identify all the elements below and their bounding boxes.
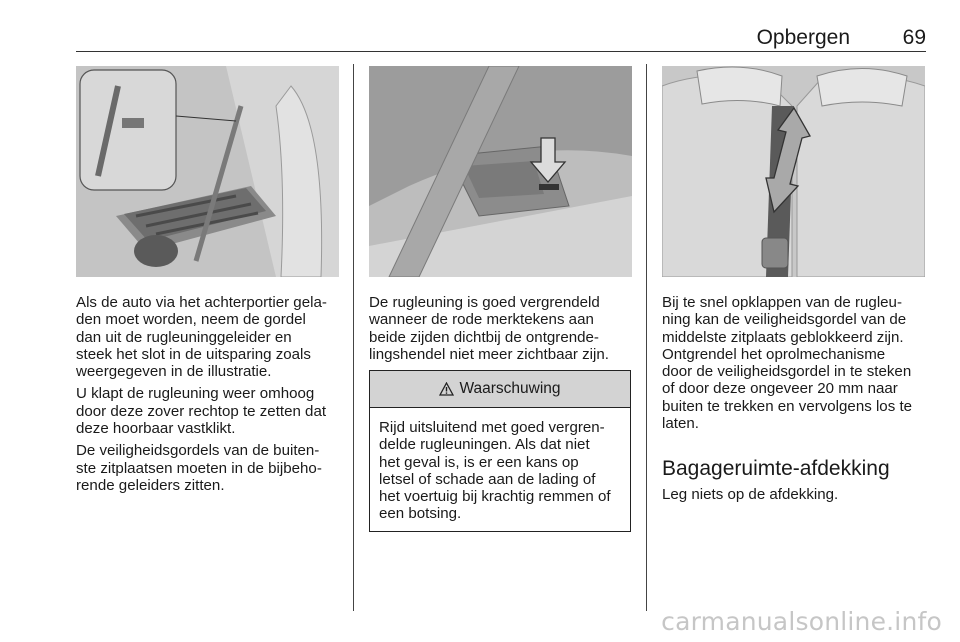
seat-folded-illustration <box>76 66 339 277</box>
paragraph-backrest-locked: De rugleuning is goed vergrendeld wanneer de rode merktekens aan beide zijden dichtbij de ontgrende- lingshendel niet meer zichtbaar zijn. <box>369 294 609 363</box>
paragraph-fold-backrest-up: U klapt de rugleuning weer omhoog door deze zover rechtop te zetten dat deze hoorbaar vastklikt. <box>76 385 327 438</box>
page-header <box>76 22 926 52</box>
paragraph-seatbelt-blocked: Bij te snel opklappen van de rugleu- ning kan de veiligheidsgordel van de middelste zitplaats geblokkeerd zijn. Ontgrendel het oprolmechanisme door de veiligheidsgordel in te steken of door deze ongeveer 20 mm naar buiten te trekken en vervolgens los te laten. <box>662 294 913 433</box>
header-rule <box>76 51 926 52</box>
column-divider-1 <box>353 64 354 611</box>
page-number: 69 <box>902 26 926 49</box>
column-divider-2 <box>646 64 647 611</box>
backrest-lock-illustration <box>369 66 632 277</box>
heading-cargo-cover: Bagageruimte-afdekking <box>662 457 890 480</box>
warning-title: Waarschuwing <box>459 380 561 397</box>
section-title: Opbergen <box>756 26 850 49</box>
cargo-cover-note: Leg niets op de afdekking. <box>662 486 839 503</box>
warning-triangle-icon <box>439 382 454 396</box>
paragraph-outer-seatbelts: De veiligheidsgordels van de buiten- ste zitplaatsen moeten in de bijbeho- rende geleiders zitten. <box>76 442 322 494</box>
figure-backrest-lock <box>369 66 632 277</box>
warning-text: Rijd uitsluitend met goed vergren- delde rugleuningen. Als dat niet het geval is, is er een kans op letsel of schade aan de lading of het voertuig bij krachtig remmen of een botsing. <box>379 419 611 523</box>
warning-box <box>369 370 631 532</box>
warning-header <box>370 371 630 408</box>
seatbelt-retractor-illustration <box>662 66 925 277</box>
watermark: carmanualsonline.info <box>661 607 942 636</box>
figure-seat-folded <box>76 66 339 277</box>
column-2-text <box>369 294 639 368</box>
paragraph-load-through-rear-door: Als de auto via het achterportier gela- den moet worden, neem de gordel dan uit de rugleuninggeleider en steek het slot in de uitsparing zoals weergegeven in de illustratie. <box>76 294 327 381</box>
column-3-text <box>662 294 937 437</box>
column-1-text <box>76 294 346 499</box>
figure-seatbelt-retractor <box>662 66 925 277</box>
